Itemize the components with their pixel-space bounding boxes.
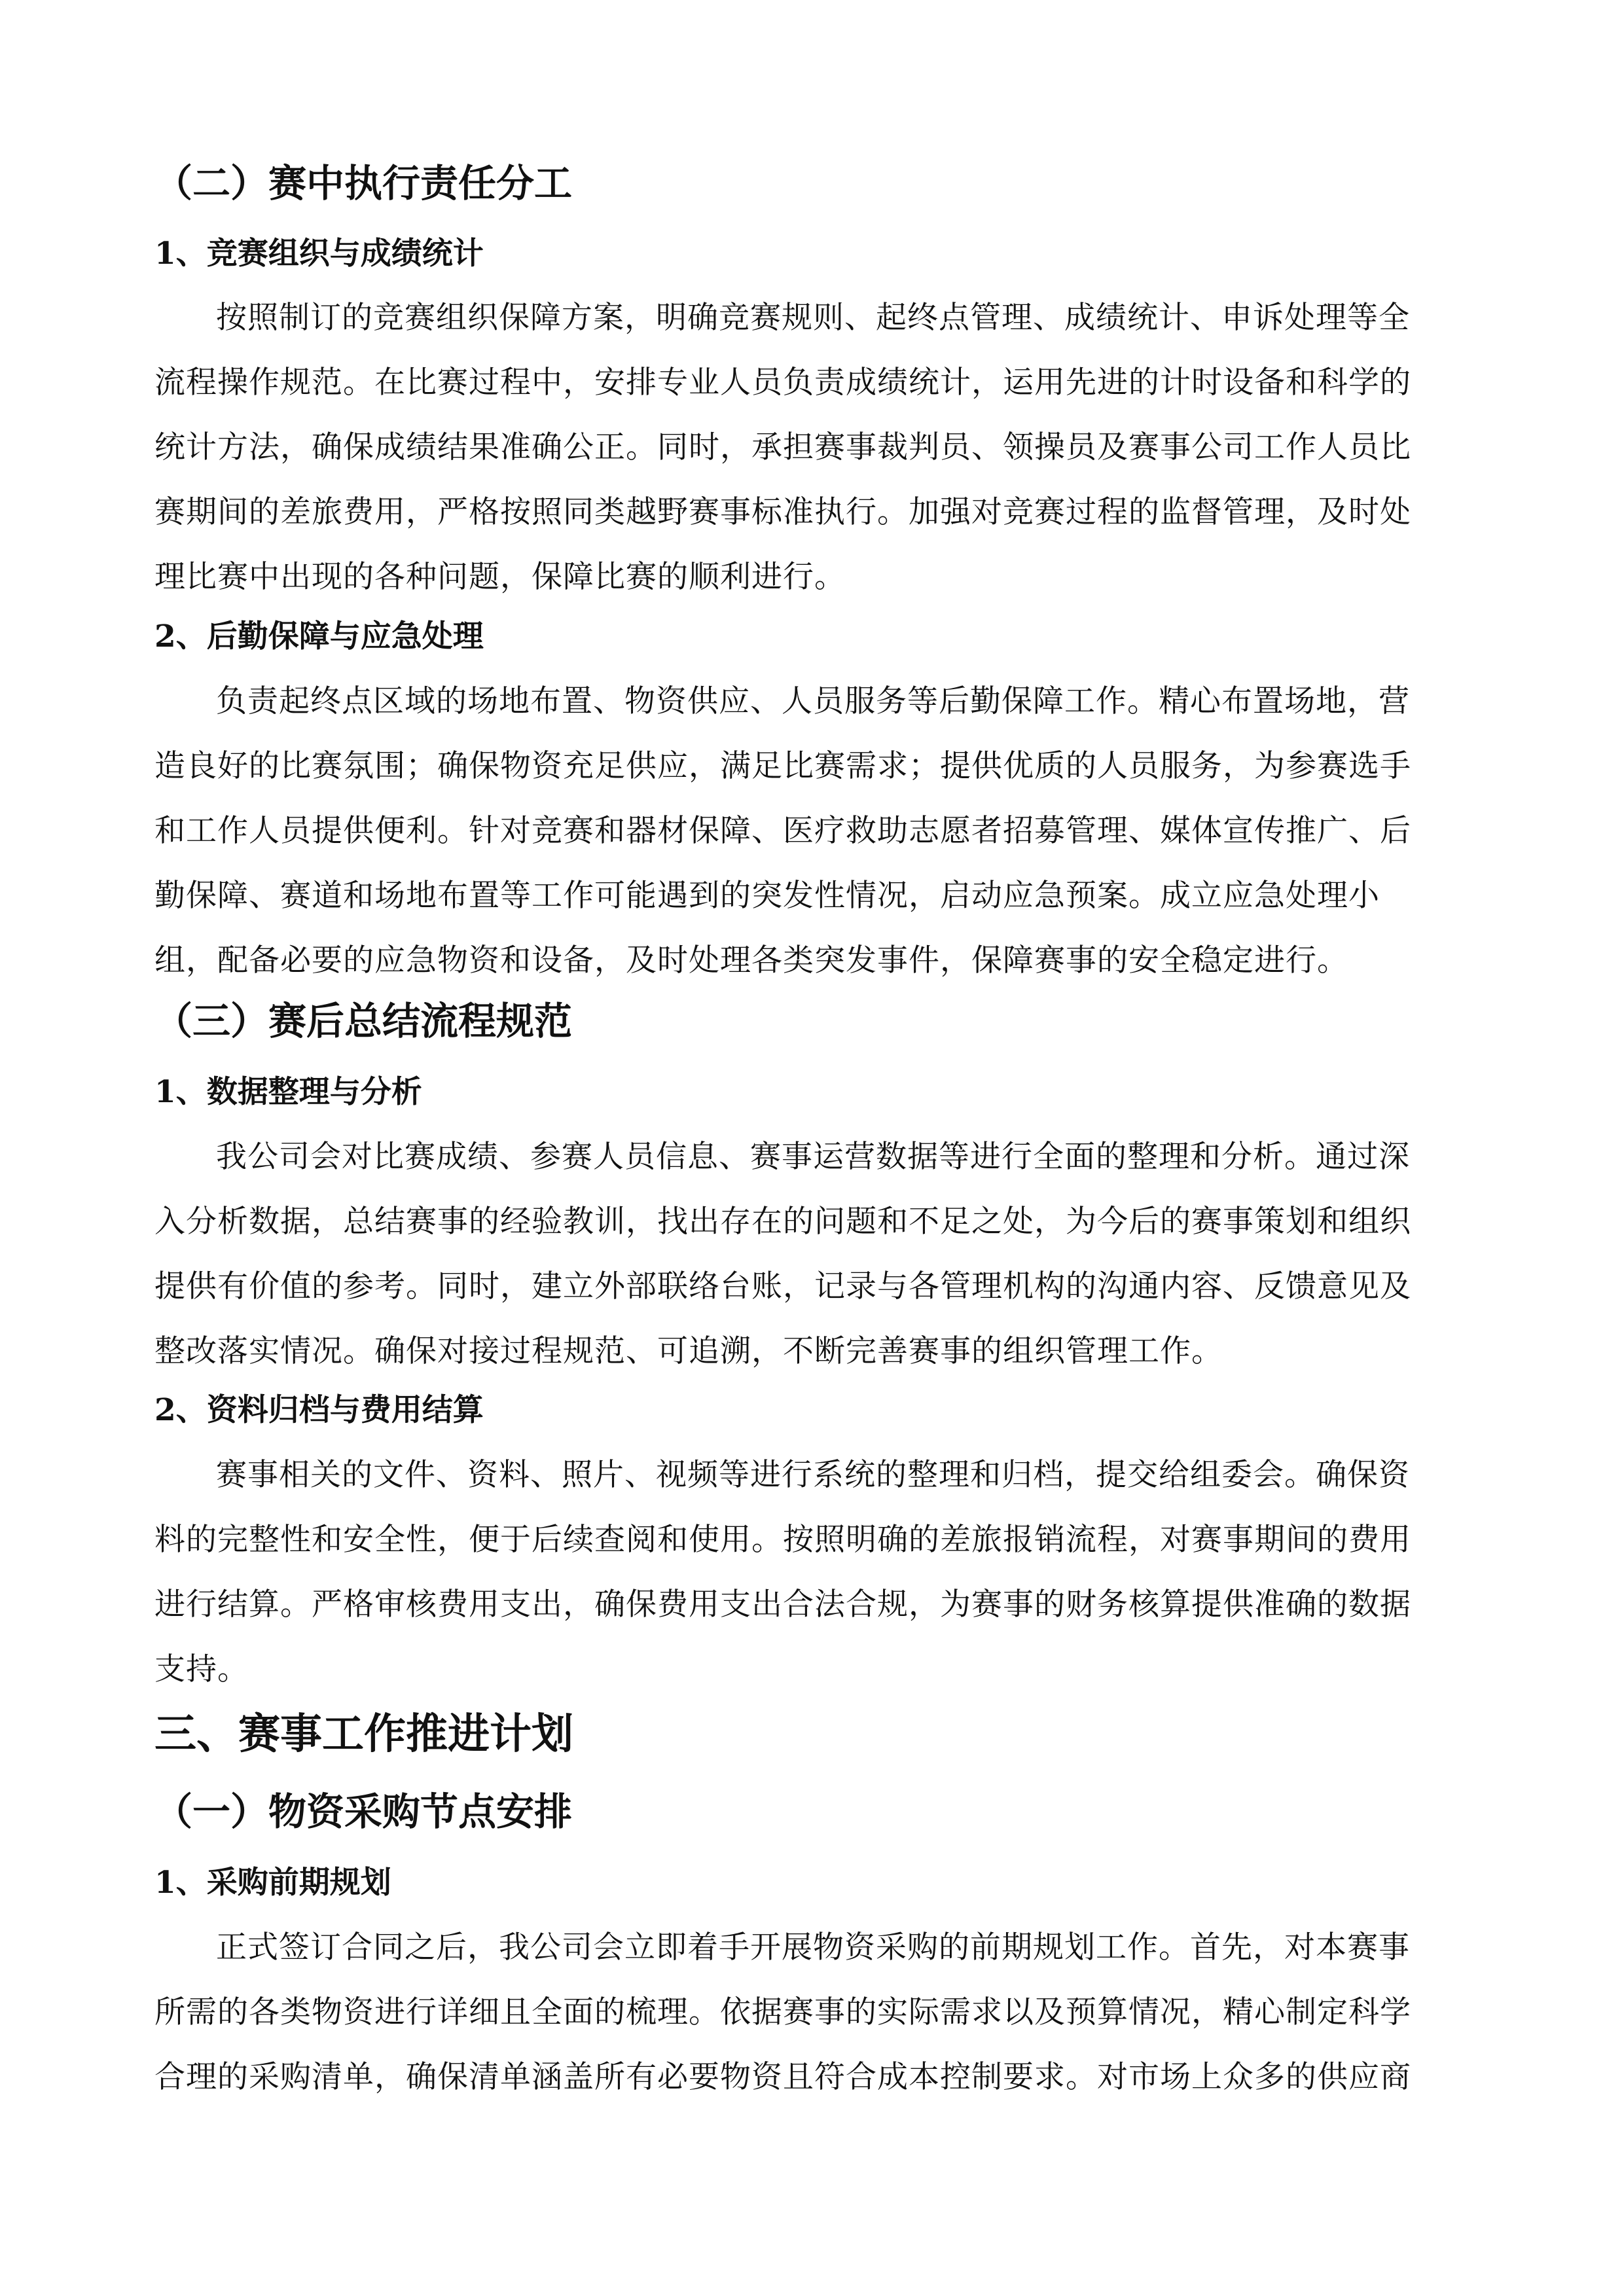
paragraph-line: 造良好的比赛氛围；确保物资充足供应，满足比赛需求；提供优质的人员服务，为参赛选手	[154, 748, 1411, 784]
paragraph-line: 整改落实情况。确保对接过程规范、可追溯，不断完善赛事的组织管理工作。	[154, 1333, 1223, 1369]
paragraph-2-1	[154, 285, 1470, 609]
paragraph-line: 组，配备必要的应急物资和设备，及时处理各类突发事件，保障赛事的安全稳定进行。	[154, 942, 1348, 978]
paragraph-line: 入分析数据，总结赛事的经验教训，找出存在的问题和不足之处，为今后的赛事策划和组织	[154, 1204, 1411, 1240]
section-heading-2: （二）赛中执行责任分工	[154, 161, 573, 206]
paragraph-line: 负责起终点区域的场地布置、物资供应、人员服务等后勤保障工作。精心布置场地，营	[216, 683, 1410, 719]
paragraph-line: 勤保障、赛道和场地布置等工作可能遇到的突发性情况，启动应急预案。成立应急处理小	[154, 878, 1380, 914]
paragraph-line: 支持。	[154, 1651, 249, 1687]
paragraph-line: 流程操作规范。在比赛过程中，安排专业人员负责成绩统计，运用先进的计时设备和科学的	[154, 365, 1411, 401]
paragraph-line: 和工作人员提供便利。针对竞赛和器材保障、医疗救助志愿者招募管理、媒体宣传推广、后	[154, 813, 1411, 849]
paragraph-line: 统计方法，确保成绩结果准确公正。同时，承担赛事裁判员、领操员及赛事公司工作人员比	[154, 429, 1411, 465]
paragraph-line: 赛期间的差旅费用，严格按照同类越野赛事标准执行。加强对竞赛过程的监督管理，及时处	[154, 494, 1411, 530]
paragraph-3-2	[154, 1443, 1470, 1702]
subsection-heading-2-2: 2、后勤保障与应急处理	[154, 619, 484, 655]
paragraph-line: 合理的采购清单，确保清单涵盖所有必要物资且符合成本控制要求。对市场上众多的供应商	[154, 2059, 1411, 2095]
paragraph-3-1	[154, 1124, 1470, 1384]
paragraph-line: 提供有价值的参考。同时，建立外部联络台账，记录与各管理机构的沟通内容、反馈意见及	[154, 1268, 1411, 1304]
paragraph-line: 按照制订的竞赛组织保障方案，明确竞赛规则、起终点管理、成绩统计、申诉处理等全	[216, 300, 1410, 336]
paragraph-line: 我公司会对比赛成绩、参赛人员信息、赛事运营数据等进行全面的整理和分析。通过深	[216, 1139, 1410, 1175]
chapter-heading-3: 三、赛事工作推进计划	[154, 1710, 573, 1759]
paragraph-2-2	[154, 669, 1470, 993]
subsection-heading-3-1: 1、数据整理与分析	[154, 1074, 422, 1110]
section-heading-3: （三）赛后总结流程规范	[154, 999, 573, 1043]
paragraph-line: 赛事相关的文件、资料、照片、视频等进行系统的整理和归档，提交给组委会。确保资	[216, 1457, 1410, 1493]
paragraph-c1-1	[154, 1915, 1470, 2109]
paragraph-line: 理比赛中出现的各种问题，保障比赛的顺利进行。	[154, 559, 846, 595]
paragraph-line: 进行结算。严格审核费用支出，确保费用支出合法合规，为赛事的财务核算提供准确的数据	[154, 1587, 1411, 1623]
paragraph-line: 正式签订合同之后，我公司会立即着手开展物资采购的前期规划工作。首先，对本赛事	[216, 1929, 1410, 1965]
subsection-heading-c1-1: 1、采购前期规划	[154, 1865, 391, 1901]
paragraph-line: 料的完整性和安全性，便于后续查阅和使用。按照明确的差旅报销流程，对赛事期间的费用	[154, 1522, 1411, 1558]
subsection-heading-3-2: 2、资料归档与费用结算	[154, 1392, 484, 1428]
subsection-heading-2-1: 1、竞赛组织与成绩统计	[154, 236, 484, 272]
paragraph-line: 所需的各类物资进行详细且全面的梳理。依据赛事的实际需求以及预算情况，精心制定科学	[154, 1994, 1411, 2030]
section-heading-c1: （一）物资采购节点安排	[154, 1789, 573, 1834]
